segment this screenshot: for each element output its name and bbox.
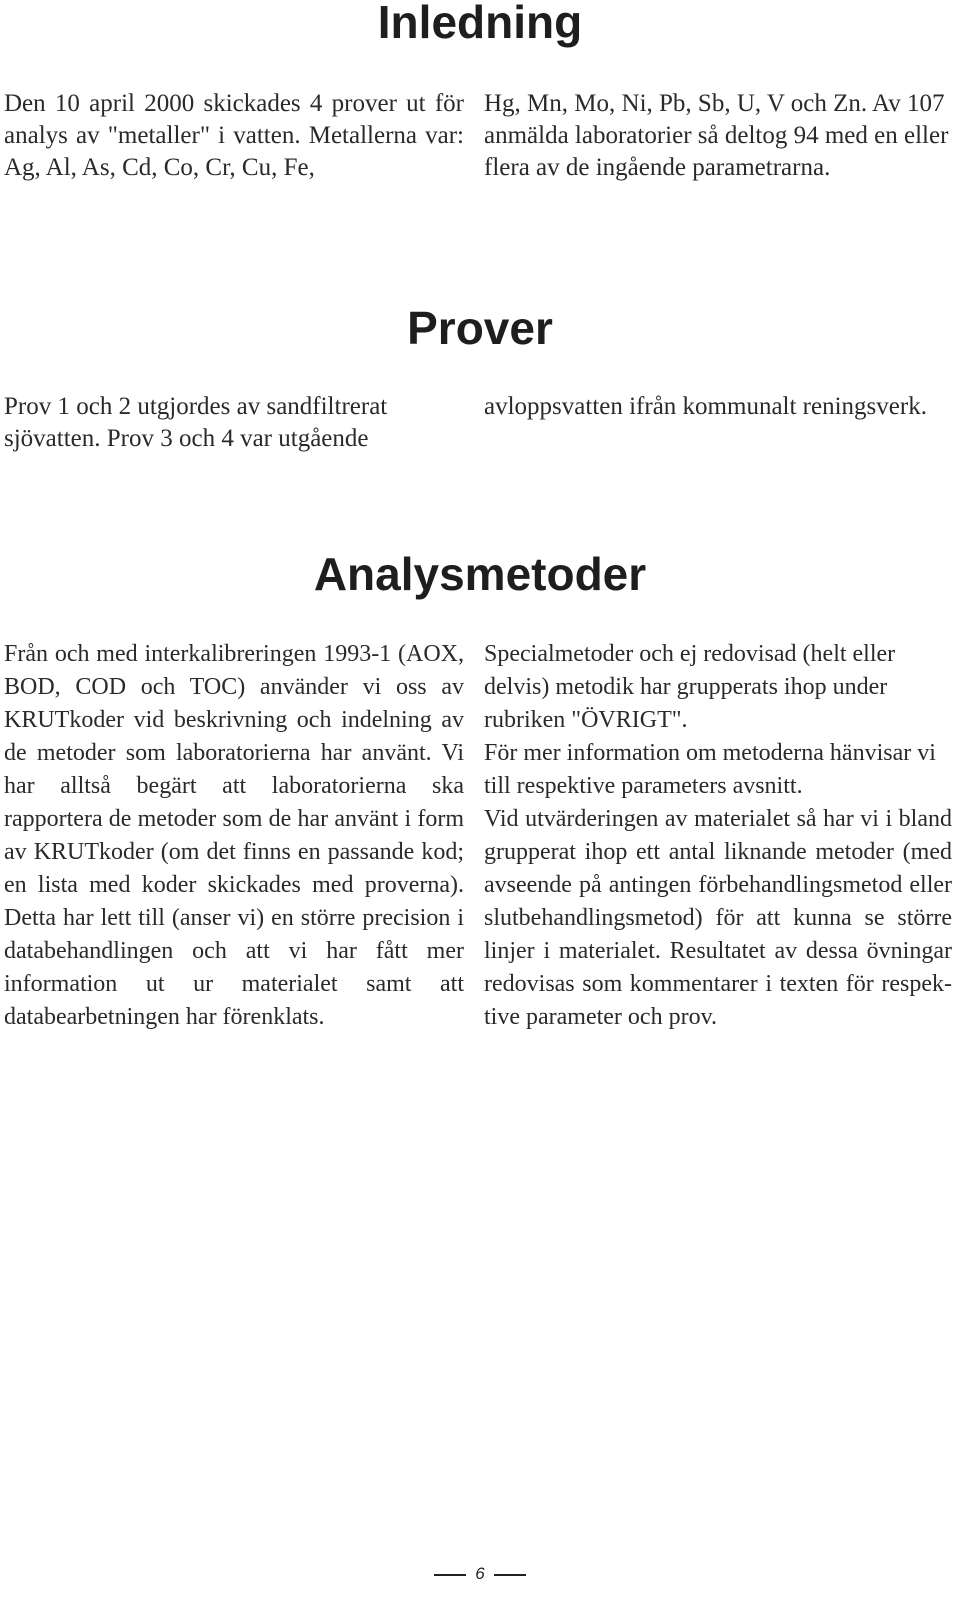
analysmetoder-left-column [4, 638, 464, 1034]
prover-left-text: Prov 1 och 2 utgjordes av sandfiltrerat sjövatten. Prov 3 och 4 var utgående [4, 393, 388, 452]
inledning-left-column [4, 88, 464, 184]
analysmetoder-right-paragraph: För mer information om metoderna hänvisar vi till respektive parameters avsnitt. [484, 740, 936, 799]
footer-dash-left [434, 1574, 466, 1576]
analysmetoder-right-paragraph: Vid utvärderingen av materialet så har vi i bland grupperat ihop ett antal liknande metoder (med avseende på antingen förbehandlingsmetod eller slutbehandlingsmetod) för att kunna se större linjer i materialet. Resultatet av dessa övningar redovisas som kommentarer i texten för respektive parameter och prov. [484, 806, 952, 1030]
analysmetoder-left-text: Från och med interkalibreringen 1993-1 (AOX, BOD, COD och TOC) använder vi oss av KRUTkoder vid beskrivning och indelning av de metoder som laboratorierna har använt. Vi har alltså begärt att laboratorierna ska rapportera de metoder som de har använt i form av KRUTkoder (om det finns en passande kod; en lista med koder skickades med proverna). Detta har lett till (anser vi) en större precision i databehandlingen och att vi har fått mer information ut ur materialet samt att databearbetningen har förenklats. [4, 641, 464, 1030]
prover-right-column [484, 391, 952, 423]
analysmetoder-right-column [484, 638, 952, 1034]
inledning-right-text: Hg, Mn, Mo, Ni, Pb, Sb, U, V och Zn. Av 107 anmälda laboratorier så deltog 94 med en eller flera av de ingående parametrarna. [484, 90, 949, 181]
inledning-right-column [484, 88, 952, 184]
heading-analysmetoder: Analysmetoder [313, 548, 647, 600]
inledning-left-text: Den 10 april 2000 skickades 4 prover ut för analys av "metaller" i vatten. Metallerna var: Ag, Al, As, Cd, Co, Cr, Cu, Fe, [4, 90, 464, 181]
footer-dash-right [494, 1574, 526, 1576]
prover-right-text: avloppsvatten ifrån kommunalt reningsverk. [484, 393, 927, 420]
prover-left-column [4, 391, 464, 455]
page-footer [0, 1564, 960, 1584]
page-number: 6 [475, 1564, 485, 1583]
heading-prover: Prover [407, 302, 553, 354]
analysmetoder-right-paragraph: Specialmetoder och ej redovisad (helt eller delvis) metodik har grupperats ihop under rubriken "ÖVRIGT". [484, 641, 896, 733]
heading-inledning: Inledning [377, 0, 583, 48]
